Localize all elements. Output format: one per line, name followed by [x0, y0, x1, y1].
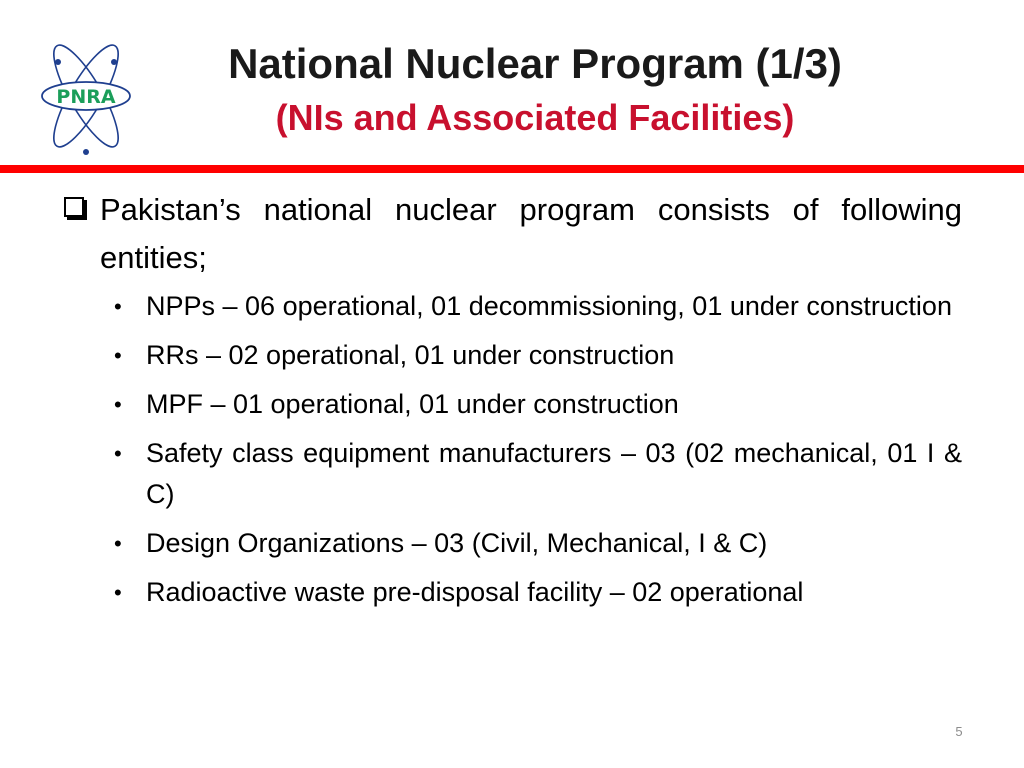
- page-subtitle: (NIs and Associated Facilities): [275, 97, 795, 138]
- bullet-icon: •: [114, 343, 122, 368]
- checkbox-bullet-icon: [64, 197, 84, 217]
- list-item-text: Design Organizations – 03 (Civil, Mechanical, I & C): [146, 528, 768, 558]
- main-bullet: [64, 186, 962, 282]
- page-title: National Nuclear Program (1/3): [228, 40, 842, 87]
- list-item-text: NPPs – 06 operational, 01 decommissioning, 01 under construction: [146, 291, 952, 321]
- list-item: [64, 572, 962, 613]
- list-item-text: MPF – 01 operational, 01 under construction: [146, 389, 679, 419]
- list-item: [64, 286, 962, 327]
- list-item: [64, 335, 962, 376]
- pnra-logo: [38, 32, 134, 156]
- list-item-text: Radioactive waste pre-disposal facility – 02 operational: [146, 577, 804, 607]
- bullet-icon: •: [114, 441, 122, 466]
- list-item-text: Safety class equipment manufacturers – 03 (02 mechanical, 01 I & C): [146, 438, 962, 509]
- main-bullet-text: Pakistan’s national nuclear program consists of following entities;: [100, 192, 962, 275]
- list-item-text: RRs – 02 operational, 01 under construction: [146, 340, 675, 370]
- bullet-icon: •: [114, 294, 122, 319]
- list-item: [64, 433, 962, 515]
- logo-text: PNRA: [56, 86, 116, 108]
- list-item: [64, 384, 962, 425]
- page-number: 5: [955, 724, 963, 739]
- entity-list: [64, 286, 962, 613]
- content-body: [64, 186, 962, 621]
- header: [140, 36, 930, 144]
- bullet-icon: •: [114, 531, 122, 556]
- header-divider: [0, 165, 1024, 173]
- bullet-icon: •: [114, 580, 122, 605]
- bullet-icon: •: [114, 392, 122, 417]
- list-item: [64, 523, 962, 564]
